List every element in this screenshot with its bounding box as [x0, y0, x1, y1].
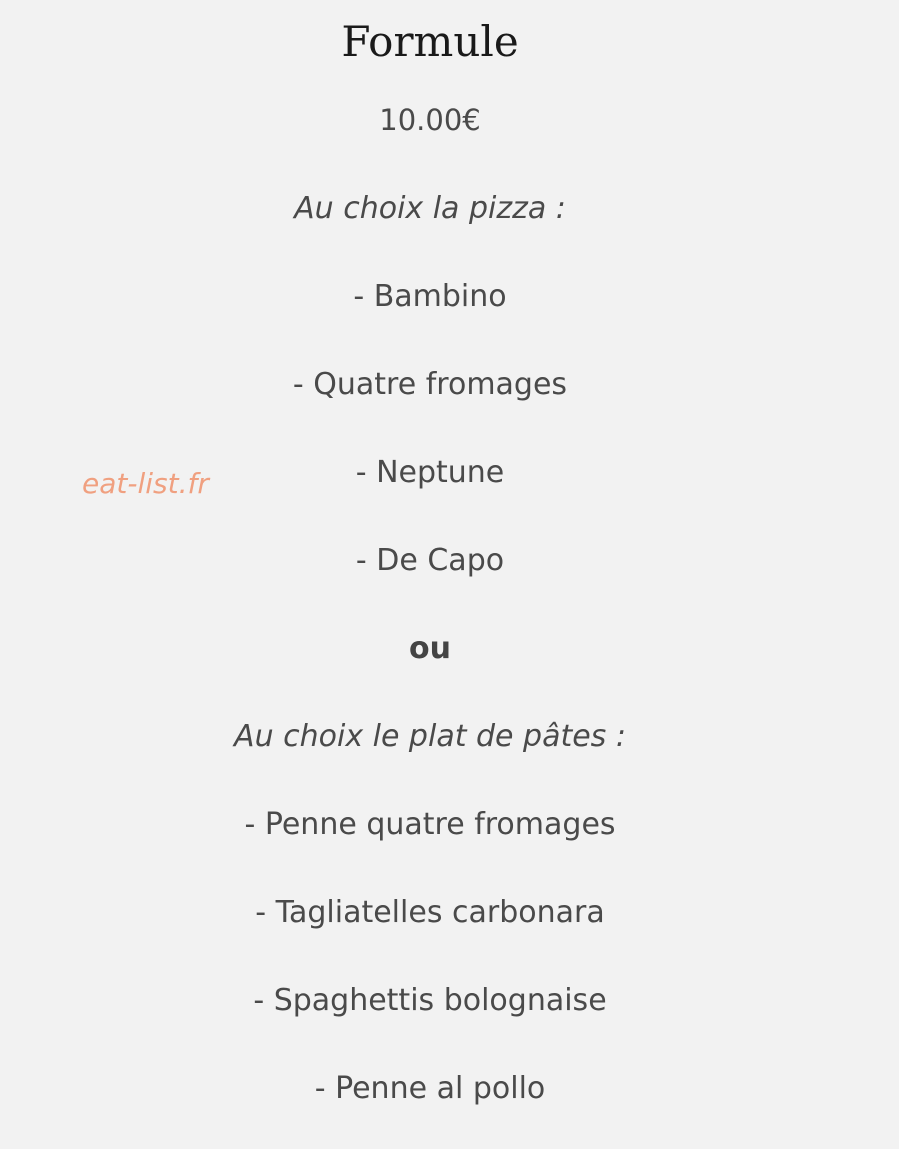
pasta-item-penne-quatre-fromages: - Penne quatre fromages [244, 807, 616, 842]
watermark-text: eat-list.fr [82, 467, 209, 500]
menu-title: Formule [341, 17, 519, 66]
pizza-item-neptune: - Neptune [355, 455, 505, 490]
pasta-item-penne-al-pollo: - Penne al pollo [314, 1071, 546, 1106]
pizza-heading: Au choix la pizza : [294, 191, 566, 226]
pasta-item-tagliatelles-carbonara: - Tagliatelles carbonara [255, 895, 605, 930]
pizza-item-quatre-fromages: - Quatre fromages [292, 367, 568, 402]
pasta-item-spaghettis-bolognaise: - Spaghettis bolognaise [253, 983, 607, 1018]
pasta-heading: Au choix le plat de pâtes : [234, 719, 626, 754]
pizza-item-bambino: - Bambino [353, 279, 507, 314]
menu-price: 10.00€ [379, 103, 481, 137]
pizza-item-de-capo: - De Capo [355, 543, 505, 578]
separator-ou: ou [409, 631, 451, 666]
